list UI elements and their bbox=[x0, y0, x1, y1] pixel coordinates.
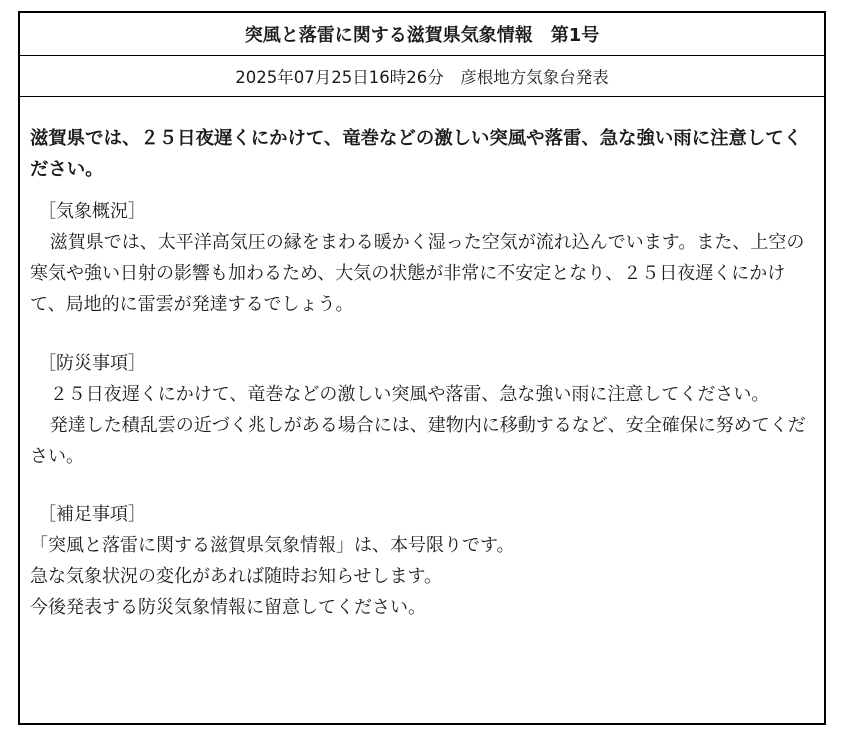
disaster-prevention-paragraph: 発達した積乱雲の近づく兆しがある場合には、建物内に移動するなど、安全確保に努めてください。 bbox=[30, 415, 806, 467]
section-supplementary bbox=[30, 499, 824, 623]
weather-bulletin bbox=[18, 11, 826, 725]
overview-paragraph: 滋賀県では、太平洋高気圧の縁をまわる暖かく湿った空気が流れ込んでいます。また、上空の寒気や強い日射の影響も加わるため、大気の状態が非常に不安定となり、２５日夜遅くにかけて、局地的に雷雲が発達するでしょう。 bbox=[30, 232, 805, 315]
supplementary-line: 急な気象状況の変化があれば随時お知らせします。 bbox=[30, 566, 443, 587]
section-heading-supplementary: ［補足事項］ bbox=[38, 504, 146, 525]
section-disaster-prevention bbox=[30, 348, 824, 472]
section-heading-overview: ［気象概況］ bbox=[38, 201, 146, 222]
headline: 滋賀県では、２５日夜遅くにかけて、竜巻などの激しい突風や落雷、急な強い雨に注意してください。 bbox=[30, 128, 803, 180]
section-heading-disaster-prevention: ［防災事項］ bbox=[38, 353, 146, 374]
section-overview bbox=[30, 196, 824, 320]
supplementary-line: 今後発表する防災気象情報に留意してください。 bbox=[30, 597, 426, 618]
bulletin-body bbox=[20, 123, 824, 623]
issued-datetime: 2025年07月25日16時26分 彦根地方気象台発表 bbox=[20, 56, 824, 97]
disaster-prevention-paragraph: ２５日夜遅くにかけて、竜巻などの激しい突風や落雷、急な強い雨に注意してください。 bbox=[49, 384, 770, 405]
supplementary-line: 「突風と落雷に関する滋賀県気象情報」は、本号限りです。 bbox=[30, 535, 515, 556]
bulletin-title: 突風と落雷に関する滋賀県気象情報 第1号 bbox=[20, 13, 824, 56]
